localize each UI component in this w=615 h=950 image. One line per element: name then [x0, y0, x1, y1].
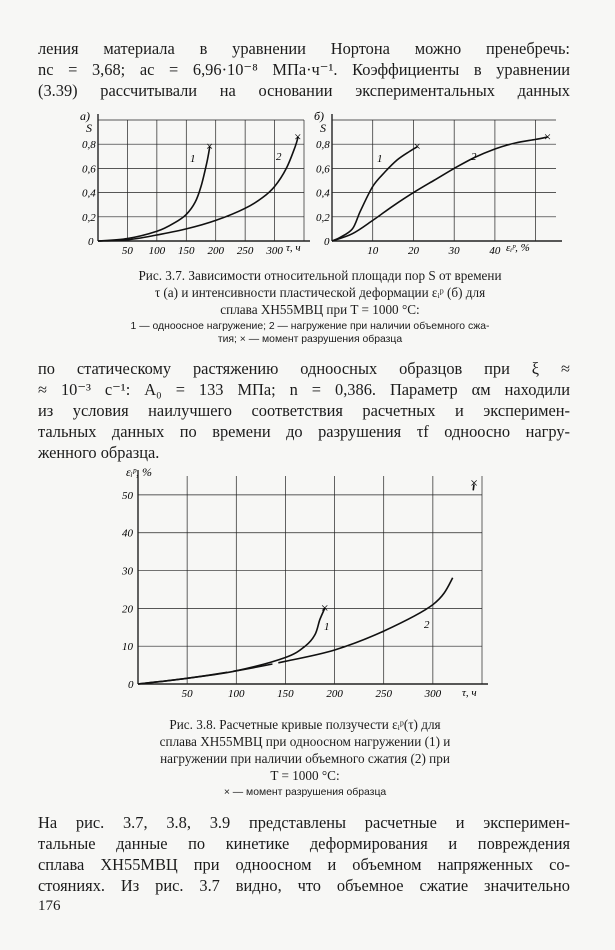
caption-note-line: тия; × — момент разрушения образца: [217, 334, 403, 345]
y-tick-label: 0: [324, 236, 330, 248]
caption-line: τ (а) и интенсивности пластической деформации εᵢᵖ (б) для: [154, 285, 486, 300]
paragraph-3: [38, 812, 570, 896]
y-tick-label: 0: [128, 679, 134, 691]
curve-label-2: 2: [471, 151, 477, 163]
y-tick-label: 50: [122, 489, 133, 502]
text-line: (3.39) рассчитывали на основании экспериментальных данных: [38, 81, 570, 100]
paragraph-1: [38, 38, 570, 101]
figure-3-7-caption: [90, 267, 550, 318]
text-line: по статическому растяжению одноосных образцов при ξ ≈: [38, 359, 570, 378]
series-line-2: [332, 137, 548, 241]
panel-b-ylabel: S: [320, 121, 326, 135]
x-tick-label: 250: [375, 688, 392, 700]
x-tick-label: 150: [277, 688, 294, 700]
x-tick-label: 10: [367, 245, 379, 257]
curve-label-2: 2: [424, 619, 430, 631]
y-tick-label: 0,8: [82, 139, 96, 152]
y-tick-label: 0,4: [316, 187, 330, 200]
rupture-marker: ×: [294, 128, 302, 144]
curve-label-1: 1: [377, 153, 383, 165]
rupture-marker: ×: [543, 128, 552, 144]
page-number: 176: [38, 898, 61, 914]
panel-a-xlabel: τ, ч: [286, 242, 301, 254]
text-line: ления материала в уравнении Нортона можно пренебречь:: [38, 39, 570, 58]
caption-line: сплава ХН55МВЦ при одноосном нагружении (1) и: [159, 734, 451, 749]
x-tick-label: 50: [181, 688, 193, 700]
figure-3-7: [78, 108, 568, 258]
text-line: ≈ 10⁻³ с⁻¹: A₀ = 133 МПа; n = 0,386. Параметр αм находили: [38, 380, 570, 399]
caption-line: сплава ХН55МВЦ при T = 1000 °С:: [220, 302, 420, 317]
y-tick-label: 30: [122, 565, 133, 578]
rupture-marker: ×: [413, 138, 421, 154]
y-axis-label: εᵢᵖ, %: [126, 465, 153, 479]
y-tick-labels: [316, 139, 330, 248]
text-line: стояниях. Из рис. 3.7 видно, что объемное сжатие значительно: [38, 876, 570, 895]
x-tick-label: 30: [448, 245, 460, 257]
x-tick-label: 250: [236, 245, 254, 257]
text-line: женного образца.: [38, 443, 160, 462]
caption-note-line: × — момент разрушения образца: [223, 787, 387, 798]
text-line: nc = 3,68; ac = 6,96·10⁻⁸ МПа·ч⁻¹. Коэффициенты в уравнении: [38, 60, 570, 79]
paragraph-2: [38, 358, 570, 463]
y-tick-label: 0,6: [82, 163, 96, 176]
caption-line: T = 1000 °С:: [270, 768, 340, 783]
text-line: из условия наилучшего соответствия расчетных и эксперимен-: [38, 401, 570, 420]
y-tick-label: 10: [122, 641, 133, 654]
x-tick-label: 300: [424, 688, 442, 700]
chart-panel-a: [80, 109, 310, 257]
x-tick-label: 40: [489, 245, 501, 257]
panel-a-ylabel: S: [86, 121, 92, 135]
y-tick-label: 20: [122, 603, 133, 616]
curve-label-1: 1: [190, 153, 196, 165]
x-tick-label: 100: [148, 245, 166, 257]
series-line-1: [332, 147, 418, 241]
x-tick-label: 50: [121, 245, 133, 257]
x-tick-label: 100: [228, 688, 245, 700]
x-tick-label: 300: [266, 245, 283, 257]
text-line: сплава ХН55МВЦ при одноосном и объемном напряженных со-: [38, 855, 570, 874]
x-tick-labels: [367, 245, 501, 257]
figure-3-8-caption: [124, 716, 486, 784]
curve-label-1: 1: [324, 621, 330, 633]
figure-3-8: [110, 462, 500, 702]
grid: [332, 114, 562, 241]
caption-line: Рис. 3.7. Зависимости относительной площади пор S от времени: [138, 268, 502, 283]
panel-b-label: б): [314, 109, 325, 123]
rupture-marker: ×: [470, 476, 479, 492]
caption-line: нагружении при наличии объемного сжатия (2) при: [160, 751, 450, 766]
y-tick-label: 0: [88, 236, 94, 248]
chart-panel-b: [314, 109, 562, 257]
panel-a-label: а): [80, 109, 90, 123]
x-tick-labels: [182, 688, 442, 700]
series-line-2: [98, 137, 298, 241]
y-tick-label: 0,2: [82, 211, 96, 224]
x-tick-label: 200: [326, 688, 343, 700]
curve-label-2: 2: [276, 151, 282, 163]
y-tick-label: 0,4: [82, 187, 96, 200]
grid: [138, 470, 488, 684]
x-axis-label: τ, ч: [462, 687, 477, 699]
panel-b-xlabel: εᵢᵖ, %: [506, 242, 530, 254]
y-tick-label: 0,6: [316, 163, 330, 176]
text-line: тальные данные по кинетике деформирования и повреждения: [38, 834, 570, 853]
figure-3-8-legend-note: [124, 786, 486, 799]
y-tick-labels: [121, 490, 134, 691]
caption-note-line: 1 — одноосное нагружение; 2 — нагружение при наличии объемного сжа-: [130, 321, 490, 332]
y-tick-label: 0,2: [316, 211, 330, 224]
figure-3-7-legend-note: [60, 320, 560, 346]
x-tick-label: 20: [407, 245, 419, 257]
y-tick-label: 0,8: [316, 139, 330, 152]
caption-line: Рис. 3.8. Расчетные кривые ползучести εᵢᵖ(τ) для: [169, 717, 441, 732]
x-tick-labels: [122, 245, 283, 257]
text-line: На рис. 3.7, 3.8, 3.9 представлены расчетные и эксперимен-: [38, 813, 570, 832]
x-tick-label: 150: [178, 245, 195, 257]
rupture-marker: ×: [320, 601, 329, 617]
y-tick-label: 40: [122, 527, 133, 540]
series-line-2: [138, 484, 474, 684]
x-tick-label: 200: [207, 245, 224, 257]
rupture-marker: ×: [205, 138, 214, 154]
text-line: тальных данных по времени до разрушения τf одноосно нагру-: [38, 422, 570, 441]
y-tick-labels: [82, 139, 96, 248]
